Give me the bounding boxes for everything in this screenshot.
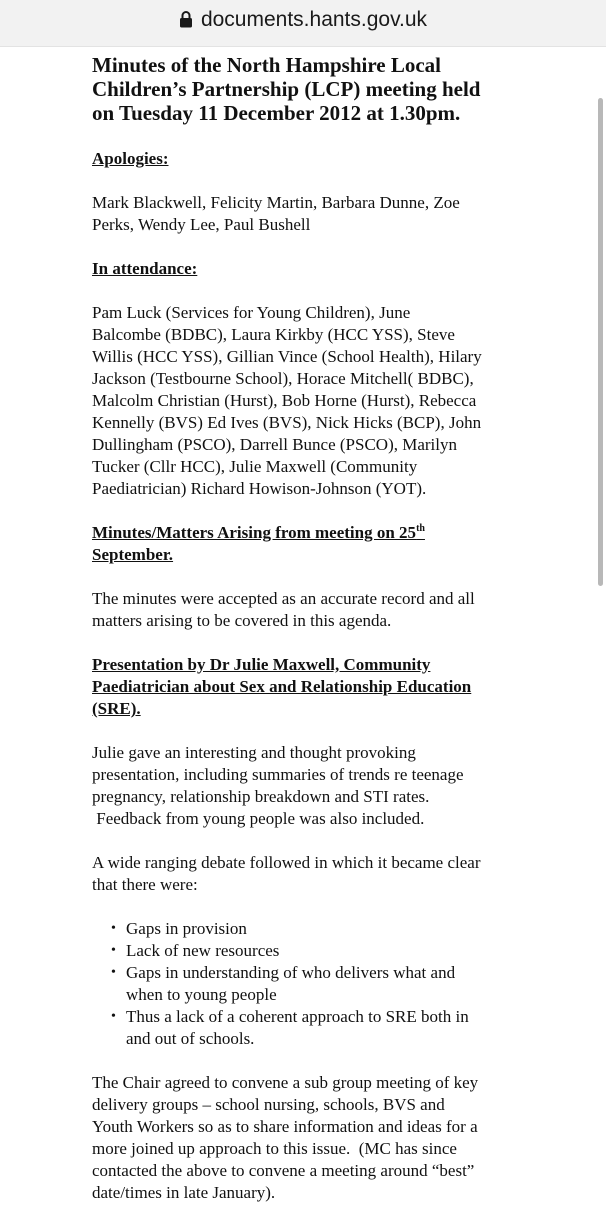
attendance-text <box>92 302 532 500</box>
text-line: • Gaps in understanding of who delivers what and <box>126 963 456 982</box>
title-line: Minutes of the North Hampshire Local <box>92 53 442 77</box>
text-line: The Chair agreed to convene a sub group meeting of key <box>92 1073 479 1092</box>
text-line: Feedback from young people was also included. <box>92 809 425 828</box>
scrollbar-thumb[interactable] <box>598 98 603 586</box>
text-line: matters arising to be covered in this agenda. <box>92 611 392 630</box>
minutes-heading <box>92 522 532 566</box>
text-line: Tucker (Cllr HCC), Julie Maxwell (Community <box>92 457 418 476</box>
text-line: Balcombe (BDBC), Laura Kirkby (HCC YSS), Steve <box>92 325 455 344</box>
heading-line: (SRE). <box>92 699 141 718</box>
text-line: Mark Blackwell, Felicity Martin, Barbara Dunne, Zoe <box>92 193 460 212</box>
list-item <box>108 962 532 1006</box>
debate-intro <box>92 852 532 896</box>
text-line: when to young people <box>126 985 277 1004</box>
text-line: that there were: <box>92 875 198 894</box>
text-line: delivery groups – school nursing, schools, BVS and <box>92 1095 445 1114</box>
attendance-heading: In attendance: <box>92 259 198 278</box>
text-line: presentation, including summaries of trends re teenage <box>92 765 464 784</box>
text-line: Malcolm Christian (Hurst), Bob Horne (Hurst), Rebecca <box>92 391 477 410</box>
minutes-heading-line2: September. <box>92 545 174 564</box>
text-line: A wide ranging debate followed in which it became clear <box>92 853 481 872</box>
heading-line: Presentation by Dr Julie Maxwell, Community <box>92 655 431 674</box>
heading-line: Paediatrician about Sex and Relationship Education <box>92 677 472 696</box>
text-line: and out of schools. <box>126 1029 255 1048</box>
text-line: Kennelly (BVS) Ed Ives (BVS), Nick Hicks (BCP), John <box>92 413 482 432</box>
minutes-heading-text: Minutes/Matters Arising from meeting on 25 <box>92 523 417 542</box>
lock-icon <box>179 10 193 28</box>
title-line: Children’s Partnership (LCP) meeting held <box>92 77 481 101</box>
text-line: Perks, Wendy Lee, Paul Bushell <box>92 215 311 234</box>
apologies-text <box>92 192 532 236</box>
text-line: • Thus a lack of a coherent approach to SRE both in <box>126 1007 469 1026</box>
list-item <box>108 940 532 962</box>
text-line: Paediatrician) Richard Howison-Johnson (YOT). <box>92 479 427 498</box>
text-line: The minutes were accepted as an accurate record and all <box>92 589 475 608</box>
text-line: date/times in late January). <box>92 1183 276 1202</box>
text-line: • Gaps in provision <box>126 919 247 938</box>
text-line: Jackson (Testbourne School), Horace Mitchell( BDBC), <box>92 369 474 388</box>
text-line: Youth Workers so as to share information and ideas for a <box>92 1117 478 1136</box>
text-line: Willis (HCC YSS), Gillian Vince (School Health), Hilary <box>92 347 482 366</box>
ordinal-suffix: th <box>416 523 425 534</box>
browser-address-bar[interactable] <box>0 0 606 47</box>
presentation-summary <box>92 742 532 830</box>
text-line: Pam Luck (Services for Young Children), June <box>92 303 411 322</box>
text-line: • Lack of new resources <box>126 941 280 960</box>
text-line: more joined up approach to this issue. (MC has since <box>92 1139 457 1158</box>
text-line: contacted the above to convene a meeting around “best” <box>92 1161 475 1180</box>
text-line: Dullingham (PSCO), Darrell Bunce (PSCO), Marilyn <box>92 435 457 454</box>
document-body <box>92 53 532 1226</box>
text-line: pregnancy, relationship breakdown and STI rates. <box>92 787 430 806</box>
presentation-heading <box>92 654 532 720</box>
list-item <box>108 1006 532 1050</box>
findings-list <box>92 918 532 1050</box>
minutes-text <box>92 588 532 632</box>
title-line: on Tuesday 11 December 2012 at 1.30pm. <box>92 101 461 125</box>
url-text: documents.hants.gov.uk <box>200 8 428 31</box>
text-line: Julie gave an interesting and thought provoking <box>92 743 416 762</box>
chair-action <box>92 1072 532 1204</box>
list-item <box>108 918 532 940</box>
document-title <box>92 53 532 125</box>
url-display[interactable] <box>0 7 606 33</box>
apologies-heading: Apologies: <box>92 149 169 168</box>
